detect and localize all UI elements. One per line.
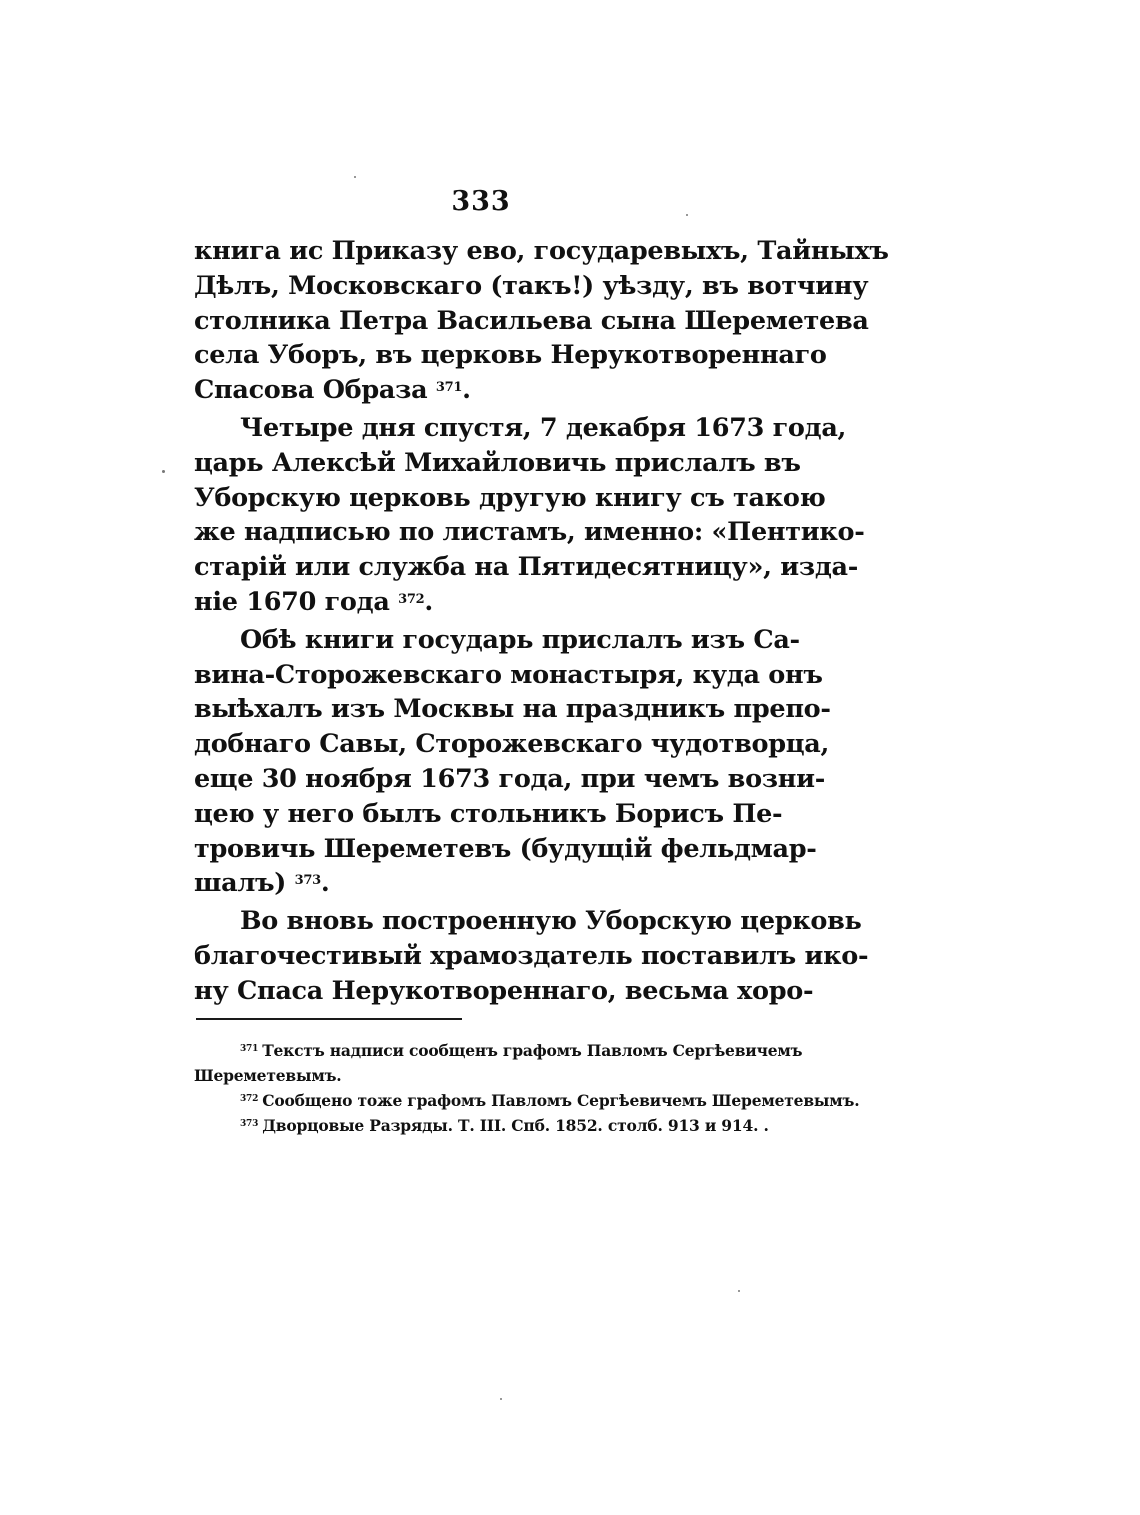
footnote: [194, 1113, 779, 1138]
scan-speck: [686, 214, 688, 216]
footnote-text: Сообщено тоже графомъ Павломъ Сергѣевичемъ Шереметевымъ.: [262, 1091, 860, 1110]
paragraph: [194, 904, 869, 1008]
text-line: Обѣ книги государь прислалъ изъ Са-: [240, 624, 800, 655]
text-line: вина-Сторожевскаго монастыря, куда онъ: [194, 659, 823, 690]
sentence-end: .: [462, 375, 471, 406]
text-line: старій или служба на Пятидесятницу», изда-: [194, 552, 859, 583]
scan-speck: [162, 470, 165, 473]
text-line: столника Петра Васильева сына Шереметева: [194, 305, 869, 336]
sentence-end: .: [424, 586, 433, 617]
text-line: благочестивый храмоздатель поставилъ ико-: [194, 940, 869, 971]
footnote-number: 372: [240, 1094, 259, 1104]
text-line: тровичь Шереметевъ (будущій фельдмар-: [194, 833, 817, 864]
text-line: Во вновь построенную Уборскую церковь: [240, 906, 862, 937]
footnotes: [194, 1038, 860, 1138]
text-line: царь Алексѣй Михайловичь прислалъ въ: [194, 447, 801, 478]
paragraph: [194, 234, 889, 408]
sentence-end: .: [320, 868, 330, 899]
footnote-reference: 372: [398, 591, 425, 607]
footnote-text: Дворцовые Разряды. Т. III. Спб. 1852. столб. 913 и 914. .: [262, 1116, 769, 1135]
footnote: [194, 1088, 860, 1113]
text-fragment: Спасова Образа: [194, 375, 428, 406]
paragraph: [194, 411, 865, 620]
text-line: добнаго Савы, Сторожевскаго чудотворца,: [194, 729, 830, 760]
text-line: книга ис Приказу ево, государевыхъ, Тайныхъ: [194, 236, 889, 266]
text-line: Уборскую церковь другую книгу съ такою: [194, 482, 826, 513]
text-fragment: шалъ): [194, 868, 287, 899]
footnote-number: 371: [240, 1044, 259, 1054]
page-number: 333: [451, 186, 511, 217]
footnote-number: 373: [240, 1119, 259, 1129]
text-line: выѣхалъ изъ Москвы на праздникъ препо-: [194, 694, 831, 725]
main-text: [194, 234, 889, 1012]
footnote-text: Текстъ надписи сообщенъ графомъ Павломъ Сергѣевичемъ: [262, 1041, 803, 1060]
paragraph: [194, 623, 831, 901]
text-line: Четыре дня спустя, 7 декабря 1673 года,: [240, 412, 847, 443]
text-fragment: ніе 1670 года: [194, 586, 390, 617]
text-line: [194, 585, 771, 620]
footnote-continuation: Шереметевымъ.: [194, 1066, 342, 1085]
scan-speck: [500, 1398, 502, 1400]
text-line: ну Спаса Нерукотвореннаго, весьма хоро-: [194, 975, 814, 1006]
text-line: же надписью по листамъ, именно: «Пентико-: [194, 517, 865, 548]
text-line: еще 30 ноября 1673 года, при чемъ возни-: [194, 763, 826, 794]
text-line: [194, 866, 771, 901]
footnote-reference: 371: [435, 380, 463, 396]
footnote-separator: [196, 1018, 462, 1020]
text-line: [194, 373, 771, 408]
scan-speck: [354, 176, 356, 178]
scan-speck: [738, 1290, 740, 1292]
text-line: цею у него былъ стольникъ Борисъ Пе-: [194, 798, 783, 829]
text-line: села Уборъ, въ церковь Нерукотвореннаго: [194, 340, 827, 371]
footnote-reference: 373: [294, 873, 321, 889]
footnote: [194, 1038, 803, 1063]
text-line: Дѣлъ, Московскаго (такъ!) уѣзду, въ вотчину: [194, 270, 869, 301]
